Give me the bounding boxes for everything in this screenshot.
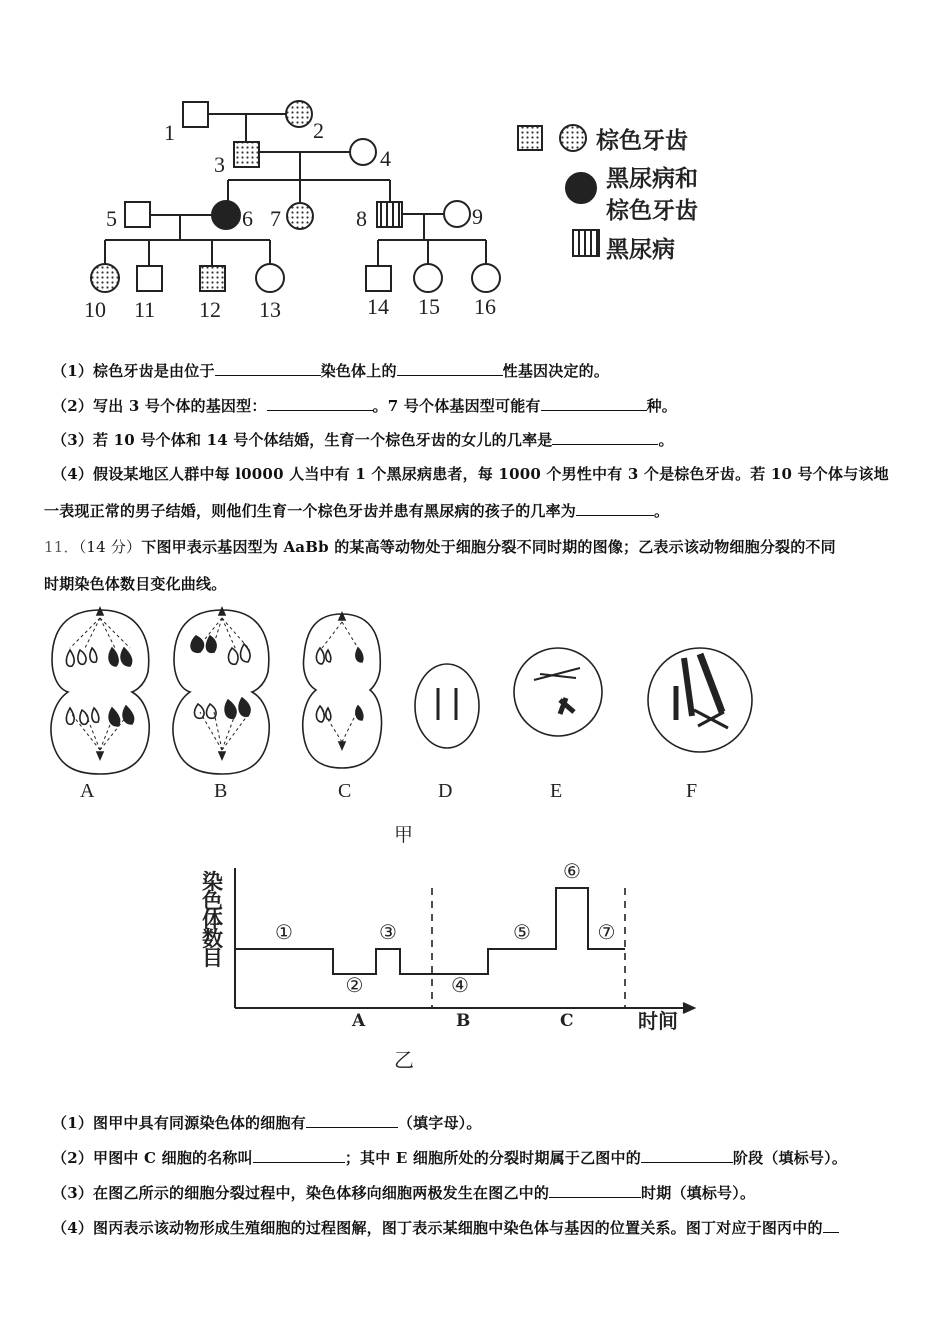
pedigree-label: 4 bbox=[380, 146, 391, 171]
pedigree-chart bbox=[0, 0, 950, 340]
q-text: （3）若 10 号个体和 14 号个体结婚，生育一个棕色牙齿的女儿的几率是 bbox=[52, 431, 553, 449]
cell-E bbox=[514, 648, 602, 736]
pedigree-label: 13 bbox=[259, 297, 281, 322]
individual-6 bbox=[212, 201, 240, 229]
pedigree-label: 3 bbox=[214, 152, 225, 177]
chromosome-count-chart bbox=[0, 860, 950, 1080]
individual-12 bbox=[200, 266, 225, 291]
pedigree-label: 7 bbox=[270, 206, 281, 231]
cell-label-E: E bbox=[550, 780, 563, 802]
phase-label-B: B bbox=[456, 1011, 471, 1031]
legend-brown-teeth: 棕色牙齿 bbox=[596, 128, 688, 154]
question-11-4 bbox=[52, 1217, 839, 1238]
q-text: （1）棕色牙齿是由位于 bbox=[52, 362, 215, 380]
q-text: 性基因决定的。 bbox=[502, 362, 610, 380]
pedigree-label: 6 bbox=[242, 206, 253, 231]
cell-F bbox=[648, 648, 752, 752]
figure-caption-jia: 甲 bbox=[394, 825, 414, 846]
cell-D bbox=[415, 664, 479, 748]
stage-label: ④ bbox=[451, 973, 469, 997]
question-10-3 bbox=[52, 429, 674, 450]
answer-blank[interactable] bbox=[576, 501, 654, 516]
individual-9 bbox=[444, 201, 470, 227]
answer-blank[interactable] bbox=[552, 430, 658, 445]
cell-B bbox=[173, 608, 269, 774]
x-axis-arrow bbox=[683, 1003, 694, 1013]
cell-label-C: C bbox=[338, 780, 352, 802]
question-score: （14 分） bbox=[78, 538, 142, 556]
pedigree-label: 8 bbox=[356, 206, 367, 231]
q-text: 。 bbox=[658, 431, 674, 449]
pedigree-label: 14 bbox=[367, 294, 389, 319]
phase-label-C: C bbox=[560, 1011, 574, 1031]
individual-5 bbox=[125, 202, 150, 227]
q-text: 一表现正常的男子结婚，则他们生育一个棕色牙齿并患有黑尿病的孩子的几率为 bbox=[44, 502, 577, 520]
cell-C bbox=[303, 613, 382, 768]
individual-8 bbox=[377, 202, 402, 227]
q-text: 下图甲表示基因型为 AaBb 的某高等动物处于细胞分裂不同时期的图像；乙表示该动物细胞分裂的不同 bbox=[141, 538, 836, 556]
cell-A bbox=[51, 608, 149, 774]
pedigree-label: 2 bbox=[313, 118, 324, 143]
legend-both-line1: 黑尿病和 bbox=[606, 166, 698, 192]
answer-blank[interactable] bbox=[541, 396, 647, 411]
cell-label-D: D bbox=[438, 780, 453, 802]
answer-blank[interactable] bbox=[267, 396, 373, 411]
q-text: 。 bbox=[654, 502, 670, 520]
individual-10 bbox=[91, 264, 119, 292]
individual-16 bbox=[472, 264, 500, 292]
pedigree-label: 1 bbox=[164, 120, 175, 145]
answer-blank[interactable] bbox=[397, 361, 503, 376]
q-text: （1）图甲中具有同源染色体的细胞有 bbox=[52, 1114, 306, 1132]
individual-3 bbox=[234, 142, 259, 167]
q-text: 染色体上的 bbox=[320, 362, 397, 380]
legend-circle-dotted-icon bbox=[560, 125, 586, 151]
legend-both-line2: 棕色牙齿 bbox=[606, 198, 698, 224]
stage-label: ① bbox=[275, 920, 293, 944]
question-11-2 bbox=[52, 1147, 847, 1168]
answer-blank[interactable] bbox=[306, 1113, 398, 1128]
stage-label: ⑤ bbox=[513, 920, 531, 944]
individual-15 bbox=[414, 264, 442, 292]
stage-label: ⑥ bbox=[563, 860, 581, 883]
individual-14 bbox=[366, 266, 391, 291]
answer-blank[interactable] bbox=[641, 1148, 733, 1163]
q-text: ；其中 E 细胞所处的分裂时期属于乙图中的 bbox=[344, 1149, 641, 1167]
cell-label-A: A bbox=[80, 780, 95, 802]
answer-blank[interactable] bbox=[253, 1148, 345, 1163]
pedigree-label: 16 bbox=[474, 294, 496, 319]
stage-label: ③ bbox=[379, 920, 397, 944]
chromosome-step-line bbox=[235, 888, 625, 974]
individual-4 bbox=[350, 139, 376, 165]
individual-13 bbox=[256, 264, 284, 292]
stage-label: ② bbox=[345, 973, 364, 997]
q-text: 时期（填标号）。 bbox=[641, 1184, 756, 1202]
individual-11 bbox=[137, 266, 162, 291]
question-10-4 bbox=[52, 463, 889, 484]
legend-square-dotted-icon bbox=[518, 126, 542, 150]
answer-blank[interactable] bbox=[823, 1218, 839, 1233]
question-11-1 bbox=[52, 1112, 482, 1133]
q-text: （4）假设某地区人群中每 l0000 人当中有 1 个黑尿病患者，每 1000 个男性中有 3 个是棕色牙齿。若 10 号个体与该地 bbox=[52, 465, 889, 483]
individual-7 bbox=[287, 203, 313, 229]
pedigree-label: 15 bbox=[418, 294, 440, 319]
y-axis-label: 染色体数目 bbox=[202, 870, 223, 970]
pedigree-label: 11 bbox=[134, 297, 156, 322]
stage-label: ⑦ bbox=[597, 920, 616, 944]
q-text: （4）图丙表示该动物形成生殖细胞的过程图解，图丁表示某细胞中染色体与基因的位置关系。图丁对应于图丙中的 bbox=[52, 1219, 823, 1237]
answer-blank[interactable] bbox=[549, 1183, 641, 1198]
pedigree-label: 9 bbox=[472, 204, 483, 229]
question-10-1 bbox=[52, 360, 609, 381]
pedigree-label: 10 bbox=[84, 297, 106, 322]
x-axis-label: 时间 bbox=[638, 1009, 678, 1033]
q-text: 阶段（填标号）。 bbox=[732, 1149, 848, 1167]
legend-alkaptonuria: 黑尿病 bbox=[606, 237, 675, 263]
pedigree-label: 12 bbox=[199, 297, 221, 322]
q-text: （3）在图乙所示的细胞分裂过程中，染色体移向细胞两极发生在图乙中的 bbox=[52, 1184, 550, 1202]
question-number: 11． bbox=[44, 538, 79, 556]
answer-blank[interactable] bbox=[215, 361, 321, 376]
individual-1 bbox=[183, 102, 208, 127]
question-10-2 bbox=[52, 395, 677, 416]
question-11-header bbox=[44, 536, 836, 557]
cell-label-B: B bbox=[214, 780, 228, 802]
chart-caption: 乙 bbox=[394, 1048, 414, 1072]
pedigree-label: 5 bbox=[106, 206, 117, 231]
legend-striped-square-icon bbox=[573, 230, 599, 256]
question-11-3 bbox=[52, 1182, 755, 1203]
q-text: （填字母）。 bbox=[397, 1114, 482, 1132]
q-text: （2）写出 3 号个体的基因型： bbox=[52, 397, 267, 415]
q-text: 时期染色体数目变化曲线。 bbox=[44, 575, 227, 593]
cell-label-F: F bbox=[686, 780, 698, 802]
q-text: 种。 bbox=[646, 397, 677, 415]
phase-label-A: A bbox=[352, 1011, 366, 1031]
legend-filled-circle-icon bbox=[566, 173, 596, 203]
question-10-4-cont bbox=[44, 500, 669, 521]
question-11-header-cont bbox=[44, 573, 226, 594]
individual-2 bbox=[286, 101, 312, 127]
q-text: 。7 号个体基因型可能有 bbox=[372, 397, 541, 415]
q-text: （2）甲图中 C 细胞的名称叫 bbox=[52, 1149, 253, 1167]
cell-division-figure bbox=[0, 600, 950, 830]
